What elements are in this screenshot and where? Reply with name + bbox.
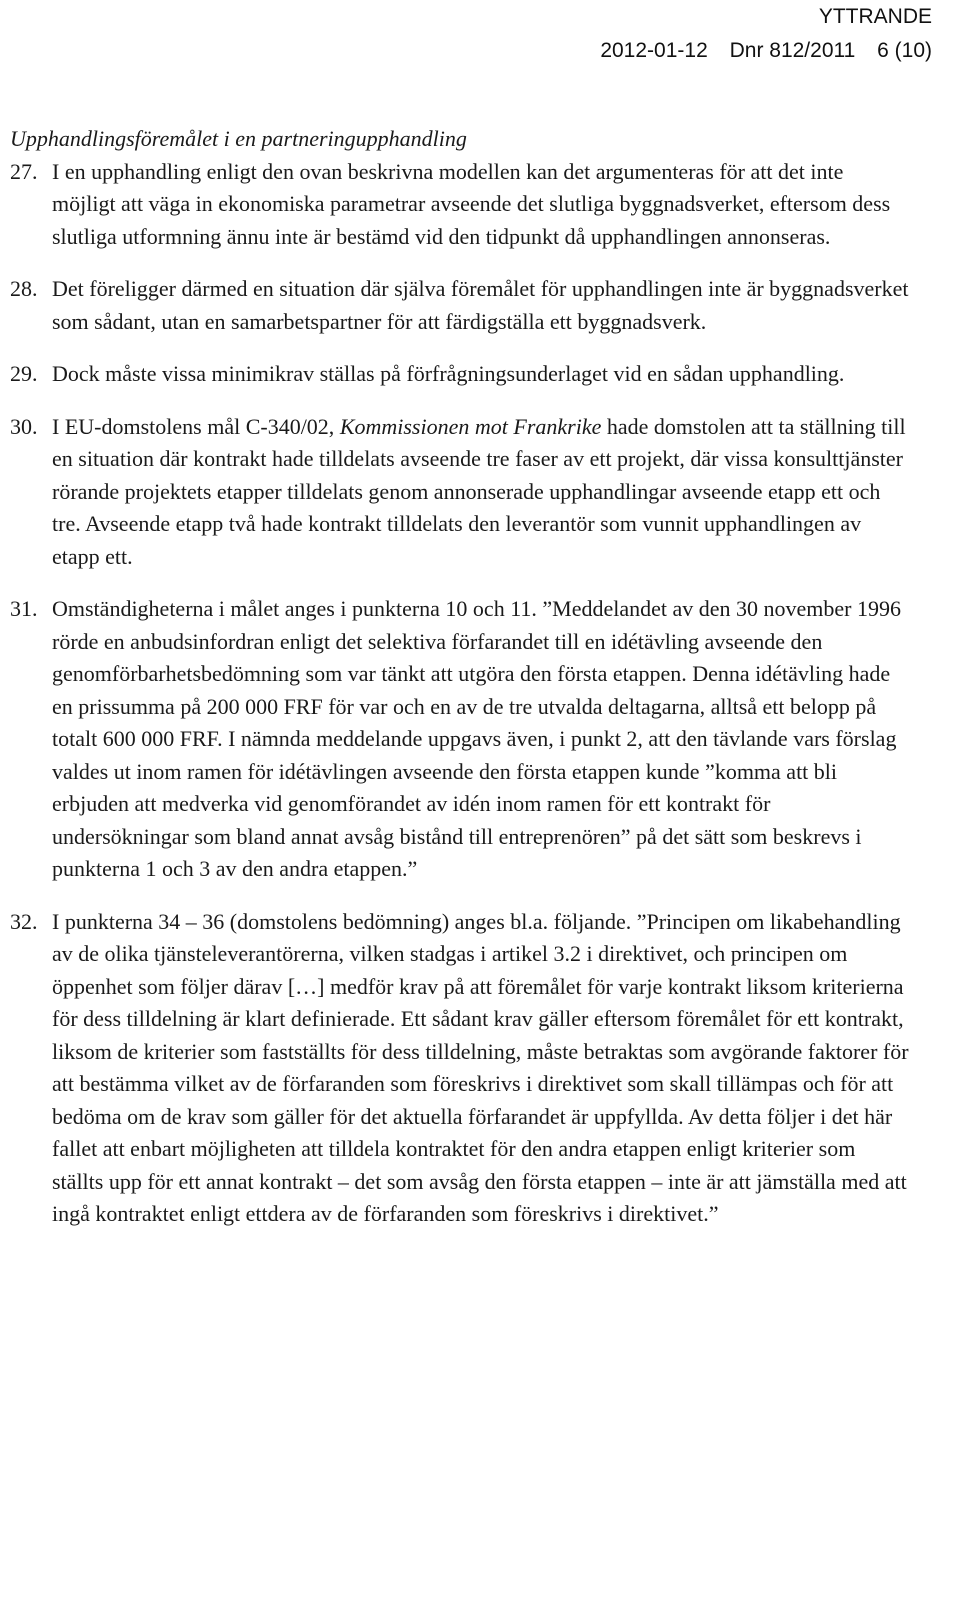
paragraph-text: Omständigheterna i målet anges i punkterna 10 och 11. ”Meddelandet av den 30 november 1996 rörde en anbudsinfordran enligt det selektiva förfarandet till en idétävling avseende den genomförbarhetsbedömning som var tänkt att utgöra den första etappen. Denna idétävling hade en prissumma på 200 000 FRF för var och en av de tre utvalda deltagarna, alltså ett belopp på totalt 600 000 FRF. I nämnda meddelande uppgavs även, i punkt 2, att den tävlande vars förslag valdes ut inom ramen för idétävlingen avseende den första etappen kunde ”komma att bli erbjuden att medverka vid genomförandet av idén inom ramen för ett kontrakt för undersökningar som bland annat avsåg bistånd till entreprenören” på det sätt som beskrevs i punkterna 1 och 3 av den andra etappen.” [52, 596, 901, 881]
page-header [600, 0, 932, 68]
section-heading: Upphandlingsföremålet i en partneringupphandling [10, 126, 467, 151]
paragraph-text: Det föreligger därmed en situation där själva föremålet för upphandlingen inte är byggnadsverket som sådant, utan en samarbetspartner för att färdigställa ett byggnadsverk. [52, 276, 909, 334]
paragraph-30 [10, 411, 910, 574]
paragraph-29 [10, 358, 910, 391]
paragraph-number: 29. [10, 361, 38, 386]
paragraph-text: I punkterna 34 – 36 (domstolens bedömning) anges bl.a. följande. ”Principen om likabehandling av de olika tjänsteleverantörerna, vilken stadgas i artikel 3.2 i direktivet, och principen om öppenhet som följer därav […] medför krav på att föremålet för varje kontrakt liksom kriterierna för dess tilldelning är klart definierade. Ett sådant krav gäller eftersom föremålet för ett kontrakt, liksom de kriterier som fastställts för dess tilldelning, måste betraktas som avgörande faktorer för att bestämma vilket av de förfaranden som föreskrivs i direktivet som skall tillämpas och för att bedöma om de krav som gäller för det aktuella förfarandet är uppfyllda. Av detta följer i det här fallet att enbart möjligheten att tilldela kontraktet för den andra etappen enligt kriterier som ställts upp för ett annat kontrakt – det som avsåg den första etappen – inte är att jämställa med att ingå kontraktet enligt ettdera av de förfaranden som föreskrivs i direktivet.” [52, 908, 909, 1226]
paragraph-number: 31. [10, 596, 38, 621]
page-number: 6 (10) [877, 39, 932, 62]
document-date: 2012-01-12 [600, 39, 708, 62]
document-type: YTTRANDE [818, 5, 932, 28]
paragraph-text [52, 411, 910, 574]
header-meta [600, 34, 932, 68]
case-name: Kommissionen mot Frankrike [339, 413, 602, 439]
paragraph-text-after: hade domstolen att ta ställning till en situation där kontrakt hade tilldelats avseende tre faser av ett projekt, där vissa konsulttjänster rörande projektets etapper tilldelats genom annonserade upphandlingar avseende etapp ett och tre. Avseende etapp två hade kontrakt tilldelats den leverantör som vunnit upphandlingen av etapp ett. [52, 413, 906, 569]
paragraph-27 [10, 156, 910, 254]
paragraph-31 [10, 593, 910, 886]
paragraph-number: 30. [10, 413, 38, 439]
diary-number: Dnr 812/2011 [729, 39, 856, 62]
paragraph-32 [10, 906, 910, 1231]
paragraph-number: 32. [10, 908, 38, 934]
paragraph-text: Dock måste vissa minimikrav ställas på förfrågningsunderlaget vid en sådan upphandling. [52, 361, 845, 386]
paragraph-text-before: I EU-domstolens mål C-340/02, [52, 413, 340, 439]
paragraph-number: 28. [10, 276, 38, 301]
document-body [10, 123, 910, 1251]
paragraph-text: I en upphandling enligt den ovan beskrivna modellen kan det argumenteras för att det inte möjligt att väga in ekonomiska parametrar avseende det slutliga byggnadsverket, eftersom dess slutliga utformning ännu inte är bestämd vid den tidpunkt då upphandlingen annonseras. [52, 158, 891, 249]
paragraph-28 [10, 273, 910, 338]
paragraph-number: 27. [10, 158, 38, 184]
